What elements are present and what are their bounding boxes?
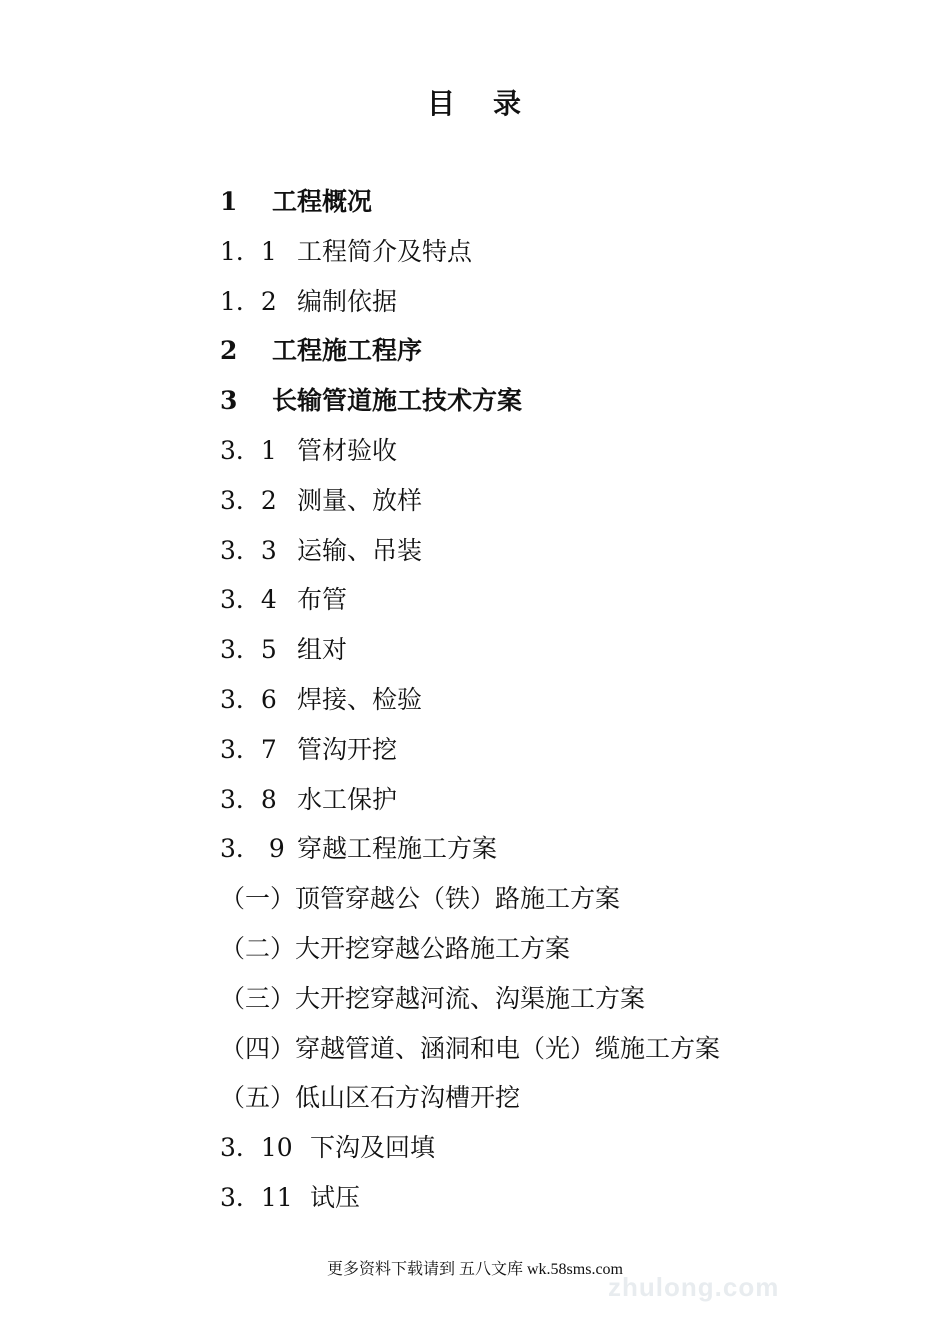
toc-entry: [220, 182, 720, 232]
toc-entry: [220, 680, 720, 730]
toc-entry: [220, 929, 720, 979]
toc-entry: [220, 730, 720, 780]
toc-entry-title: 管沟开挖: [297, 734, 398, 764]
toc-entry: [220, 1078, 720, 1128]
toc-entry: [220, 1029, 720, 1079]
toc-entry-title: 测量、放样: [297, 485, 423, 515]
toc-entry-number: 2: [220, 336, 238, 366]
toc-entry-title: 布管: [297, 585, 348, 615]
toc-entry-number: 3．5: [220, 635, 277, 665]
page-title: [0, 82, 950, 122]
toc-entry-title: 焊接、检验: [297, 684, 423, 714]
toc-entry-number: 3: [220, 386, 238, 416]
toc-entry-number: 3．11: [220, 1182, 293, 1212]
watermark: zhulong.com: [608, 1272, 780, 1302]
toc-entry: [220, 331, 720, 381]
toc-entry: [220, 531, 720, 581]
title-char-1: 目: [426, 87, 457, 120]
toc-entry-title: 编制依据: [297, 286, 398, 316]
toc-entry-title: （四）穿越管道、涵洞和电（光）缆施工方案: [220, 1033, 721, 1063]
toc-entry-number: 3．2: [220, 485, 277, 515]
toc-entry: [220, 381, 720, 431]
toc-entry-title: 工程概况: [272, 187, 373, 216]
toc-entry-title: 下沟及回填: [310, 1133, 436, 1163]
title-char-2: 录: [493, 87, 524, 120]
toc-entry-number: 3．10: [220, 1133, 293, 1163]
toc-entry: [220, 630, 720, 680]
toc-entry-number: 3．8: [220, 784, 277, 814]
toc-entry-title: 工程简介及特点: [297, 236, 473, 266]
toc-entry-title: 管材验收: [297, 435, 398, 465]
footer-text: 更多资料下载请到 五八文库 wk.58sms.com: [326, 1261, 623, 1278]
toc-entry-number: 3．6: [220, 684, 277, 714]
toc-entry-title: 运输、吊装: [297, 535, 423, 565]
toc-entry-number: 3． 9: [220, 834, 285, 864]
toc-entry: [220, 1128, 720, 1178]
toc-entry-title: 组对: [297, 635, 348, 665]
toc-entry-number: 3．7: [220, 734, 277, 764]
toc-entry: [220, 481, 720, 531]
toc-entry-title: 长输管道施工技术方案: [272, 386, 523, 416]
toc-entry-number: 3．3: [220, 535, 277, 565]
toc-entry-title: （二）大开挖穿越公路施工方案: [220, 933, 571, 963]
toc-entry-number: 1: [220, 187, 238, 216]
toc-entry: [220, 780, 720, 830]
toc-entry-title: 工程施工程序: [272, 336, 423, 366]
toc-entry-number: 1．1: [220, 236, 277, 266]
toc-entry-title: 试压: [310, 1182, 361, 1212]
toc-entry-title: 水工保护: [297, 784, 398, 814]
toc-entry: [220, 232, 720, 282]
toc-entry-number: 3．1: [220, 435, 277, 465]
toc-entry-title: （五）低山区石方沟槽开挖: [220, 1083, 521, 1113]
toc-entry-title: （三）大开挖穿越河流、沟渠施工方案: [220, 983, 646, 1013]
toc-entry-number: 1．2: [220, 286, 277, 316]
toc-entry-number: 3．4: [220, 585, 277, 615]
toc-entry: [220, 829, 720, 879]
toc-entry: [220, 282, 720, 332]
toc-entry: [220, 1178, 720, 1228]
toc-entry: [220, 879, 720, 929]
table-of-contents: [220, 182, 720, 1228]
toc-entry: [220, 580, 720, 630]
toc-entry: [220, 431, 720, 481]
toc-entry-title: （一）顶管穿越公（铁）路施工方案: [220, 884, 621, 914]
toc-entry-title: 穿越工程施工方案: [297, 834, 498, 864]
toc-entry: [220, 979, 720, 1029]
